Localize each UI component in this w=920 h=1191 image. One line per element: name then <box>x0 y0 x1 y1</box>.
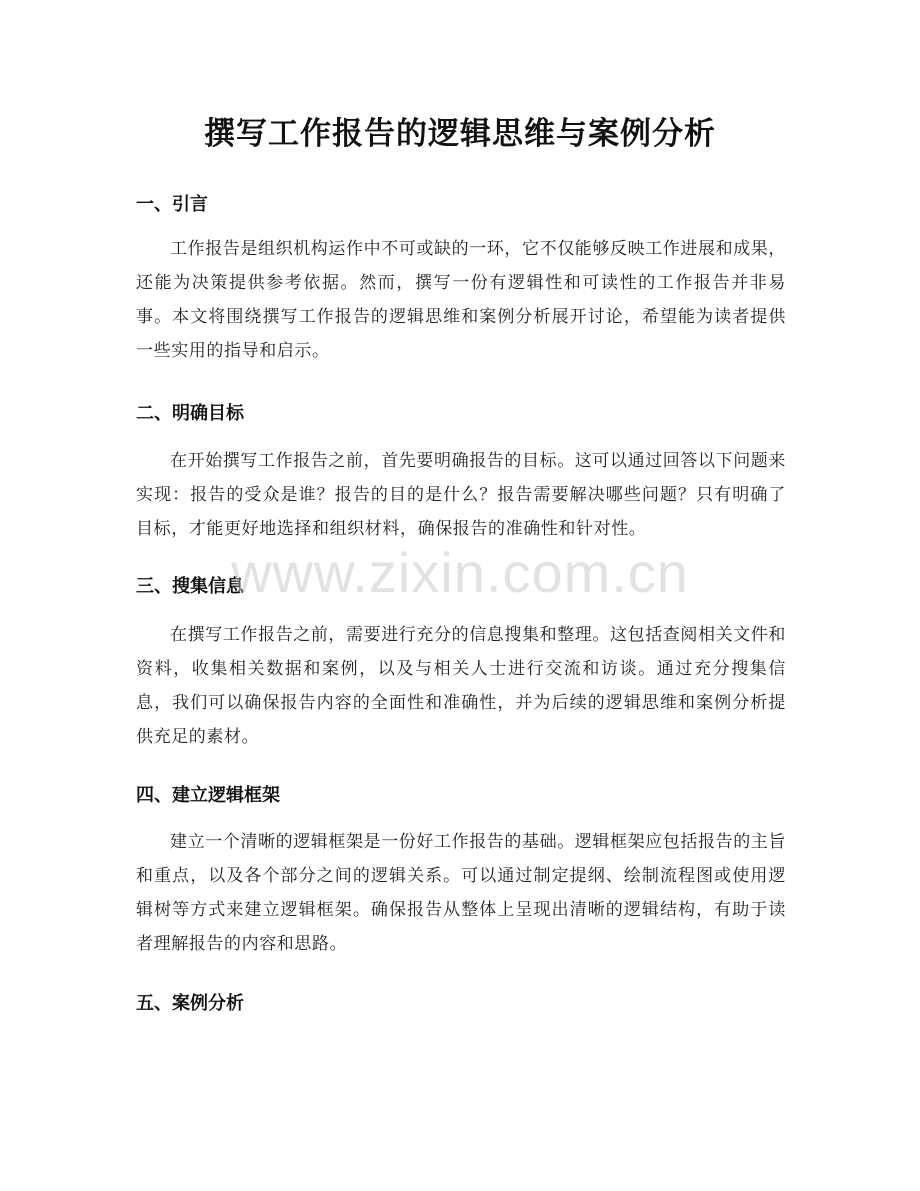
section-heading-introduction: 一、引言 <box>136 194 208 215</box>
page-title: 撰写工作报告的逻辑思维与案例分析 <box>204 116 716 152</box>
section-body-gather-information: 在撰写工作报告之前，需要进行充分的信息搜集和整理。这包括查阅相关文件和资料，收集相关数据和案例，以及与相关人士进行交流和访谈。通过充分搜集信息，我们可以确保报告内容的全面性和准确性，并为后续的逻辑思维和案例分析提供充足的素材。 <box>136 625 786 747</box>
section-heading-case-analysis: 五、案例分析 <box>136 993 244 1014</box>
section-body-define-goals: 在开始撰写工作报告之前，首先要明确报告的目标。这可以通过回答以下问题来实现：报告的受众是谁？报告的目的是什么？报告需要解决哪些问题？只有明确了目标，才能更好地选择和组织材料，确保报告的准确性和针对性。 <box>136 451 786 539</box>
section-heading-gather-information: 三、搜集信息 <box>136 576 244 597</box>
watermark: www.zixin.com.cn <box>231 541 689 604</box>
section-heading-define-goals: 二、明确目标 <box>136 403 244 424</box>
section-body-logic-framework: 建立一个清晰的逻辑框架是一份好工作报告的基础。逻辑框架应包括报告的主旨和重点，以及各个部分之间的逻辑关系。可以通过制定提纲、绘制流程图或使用逻辑树等方式来建立逻辑框架。确保报告从整体上呈现出清晰的逻辑结构，有助于读者理解报告的内容和思路。 <box>136 832 786 954</box>
section-heading-logic-framework: 四、建立逻辑框架 <box>136 785 280 806</box>
section-body-introduction: 工作报告是组织机构运作中不可或缺的一环，它不仅能够反映工作进展和成果，还能为决策提供参考依据。然而，撰写一份有逻辑性和可读性的工作报告并非易事。本文将围绕撰写工作报告的逻辑思维和案例分析展开讨论，希望能为读者提供一些实用的指导和启示。 <box>136 239 786 361</box>
